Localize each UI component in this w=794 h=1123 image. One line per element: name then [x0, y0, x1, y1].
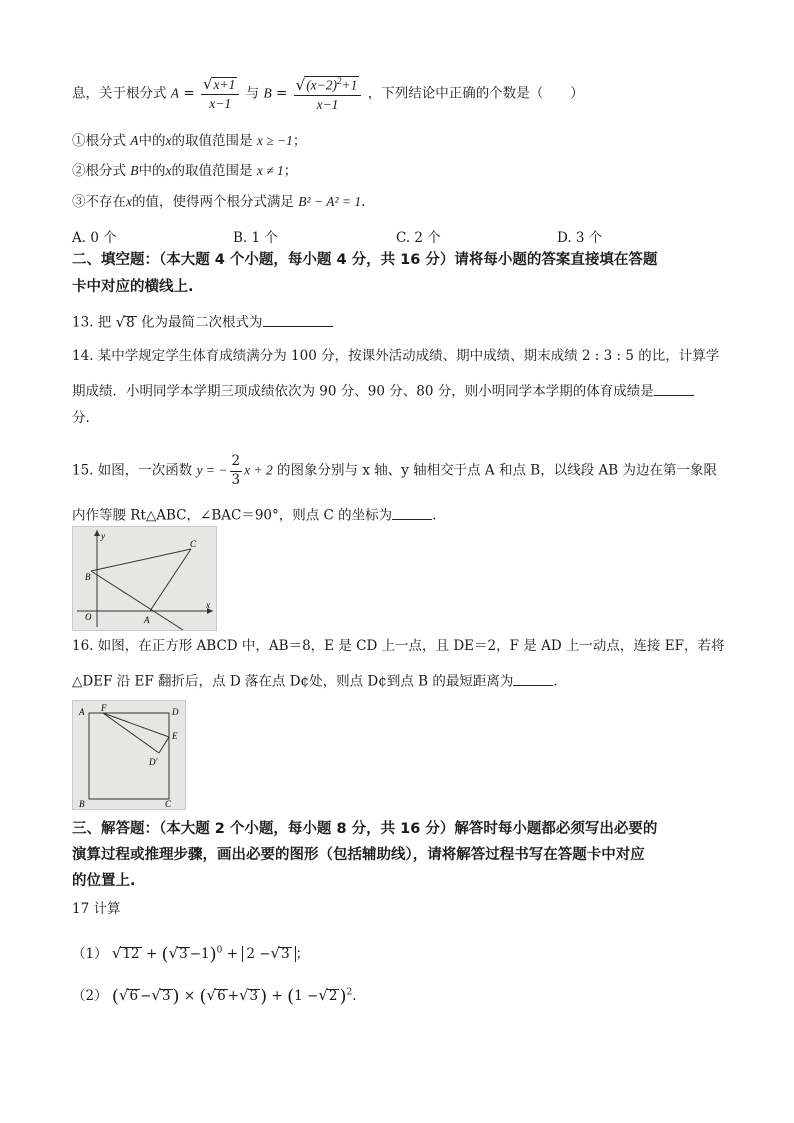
q15-line-graph	[91, 571, 183, 630]
q13: 13. 把 √8 化为最简二次根式为	[72, 312, 333, 330]
q12-a-denominator: x−1	[209, 96, 232, 112]
q12-statement-2: ②根分式 B中的x的取值范围是 x ≠ 1；	[72, 163, 298, 179]
q16-line-2: △DEF 沿 EF 翻折后，点 D 落在点 D¢处，则点 D¢到点 B 的最短距离为 .	[72, 671, 558, 689]
q15-figure	[72, 526, 217, 631]
q12-a-fraction: $\frac{√x+1}{x-1}$	[201, 77, 239, 111]
section-3-heading-line-1: 三、解答题：（本大题 2 个小题，每小题 8 分，共 16 分）解答时每小题都必须写出必要的	[72, 821, 658, 837]
q16-label-d: D	[172, 707, 179, 717]
q14-line-1: 14. 某中学规定学生体育成绩满分为 100 分，按课外活动成绩、期中成绩、期末成绩 2 : 3 : 5 的比，计算学	[72, 348, 720, 364]
q17-p1-radicand-2: 3	[179, 946, 188, 962]
q17-p1-radicand-1: 12	[122, 946, 140, 962]
q16-segment-dpe	[159, 737, 169, 753]
q16-square	[89, 713, 169, 799]
q13-radicand: 8	[126, 314, 135, 331]
q12-statement-1: ①根分式 A中的x的取值范围是 x ≥ −1；	[72, 133, 307, 149]
q12-option-b[interactable]: B. 1 个	[233, 230, 278, 246]
q16-answer-blank[interactable]	[513, 671, 553, 686]
q12-b-numerator: (x−2)	[306, 77, 338, 93]
q15-label-a: A	[144, 615, 150, 625]
q17-title: 17 计算	[72, 901, 121, 917]
q15-label-x: x	[206, 600, 210, 610]
q12-b-label: B	[263, 85, 272, 101]
q15-label-b: B	[85, 572, 91, 582]
q13-prefix: 13. 把	[72, 314, 112, 331]
q16-label-b: B	[79, 799, 85, 809]
section-3-heading-line-2: 演算过程或推理步骤，画出必要的图形（包括辅助线），请将解答过程书写在答题卡中对应	[72, 847, 645, 863]
q16-segment-fe	[103, 713, 169, 737]
q12-b-exponent: 2	[337, 76, 342, 86]
q15-diagram	[73, 527, 216, 630]
q16-diagram	[73, 701, 185, 809]
q14-answer-blank[interactable]	[654, 381, 694, 396]
q17-p1-radicand-3: 3	[281, 946, 290, 962]
q12-b-numerator-tail: +1	[341, 77, 358, 93]
q14-line-2: 期成绩．小明同学本学期三项成绩依次为 90 分、90 分、80 分，则小明同学本学期的体育成绩是	[72, 381, 694, 399]
q15-fraction: $\frac{2}{3}$	[231, 453, 241, 488]
q14-line-3: 分.	[72, 410, 90, 426]
q13-suffix: 化为最简二次根式为	[141, 314, 263, 331]
q15-y-arrow-icon	[94, 530, 100, 536]
q12-option-c[interactable]: C. 2 个	[396, 230, 441, 246]
q12-stem-suffix: ，下列结论中正确的个数是（ ）	[367, 85, 584, 102]
q13-answer-blank[interactable]	[263, 312, 333, 327]
q12-conj: 与	[245, 85, 260, 102]
q16-label-a: A	[79, 707, 85, 717]
q16-label-f: F	[101, 703, 107, 713]
q12-b-fraction: $\frac{√(x-2)^2+1}{x-1}$	[294, 76, 362, 112]
q12-b-denominator: x−1	[316, 97, 339, 112]
q12-option-d[interactable]: D. 3 个	[557, 230, 603, 246]
q16-label-c: C	[165, 799, 172, 809]
q15-segment-ca	[150, 549, 191, 611]
q16-label-e: E	[172, 731, 178, 741]
q16-segment-fdp	[103, 713, 159, 753]
q12-a-numerator: x+1	[213, 76, 236, 92]
q15-label-c: C	[190, 539, 197, 549]
q17-part-1: （1） $√12 + (√3 -1)^0 + 2 -√3$ ；	[72, 944, 310, 965]
q15-label-o: O	[85, 612, 92, 622]
q15-segment-bc	[91, 549, 191, 571]
section-2-heading-line-2: 卡中对应的横线上.	[72, 279, 194, 295]
q15-label-y: y	[101, 531, 105, 541]
q15-line-1: 15. 如图，一次函数 y = − $\frac{2}{3}$ x + 2 的图象分别与 x 轴、y 轴相交于点 A 和点 B，以线段 AB 为边在第一象限	[72, 453, 717, 488]
q17-part-2: （2） (√6 −√3 ) × (√6 +√3 ) + (1 −√2 )$^2$.	[72, 986, 357, 1007]
q12-option-a[interactable]: A. 0 个	[72, 230, 117, 246]
section-3-heading-line-3: 的位置上.	[72, 873, 136, 889]
q15-line-2: 内作等腰 Rt△ABC，∠BAC＝90°，则点 C 的坐标为 .	[72, 505, 436, 523]
q16-figure	[72, 700, 186, 810]
q17-p1-absolute: 2 −√3	[242, 946, 295, 962]
section-2-heading-line-1: 二、填空题：（本大题 4 个小题，每小题 4 分，共 16 分）请将每小题的答案直接填在答题	[72, 252, 658, 268]
q15-answer-blank[interactable]	[392, 505, 432, 520]
q12-stem: 息，关于根分式 A = $\frac{√x+1}{x-1}$ 与 B = $\frac{√(x-2)^2+1}{x-1}$ ，下列结论中正确的个数是（ ）	[72, 74, 584, 112]
q16-line-1: 16. 如图，在正方形 ABCD 中，AB＝8，E 是 CD 上一点，且 DE＝2，F 是 AD 上一动点，连接 EF，若将	[72, 638, 725, 654]
q12-stem-prefix: 息，关于根分式	[72, 85, 167, 102]
q12-statement-3: ③不存在x的值，使得两个根分式满足 B² − A² = 1.	[72, 194, 366, 210]
q12-a-label: A	[170, 85, 180, 101]
q16-label-d-prime: D'	[149, 757, 158, 767]
